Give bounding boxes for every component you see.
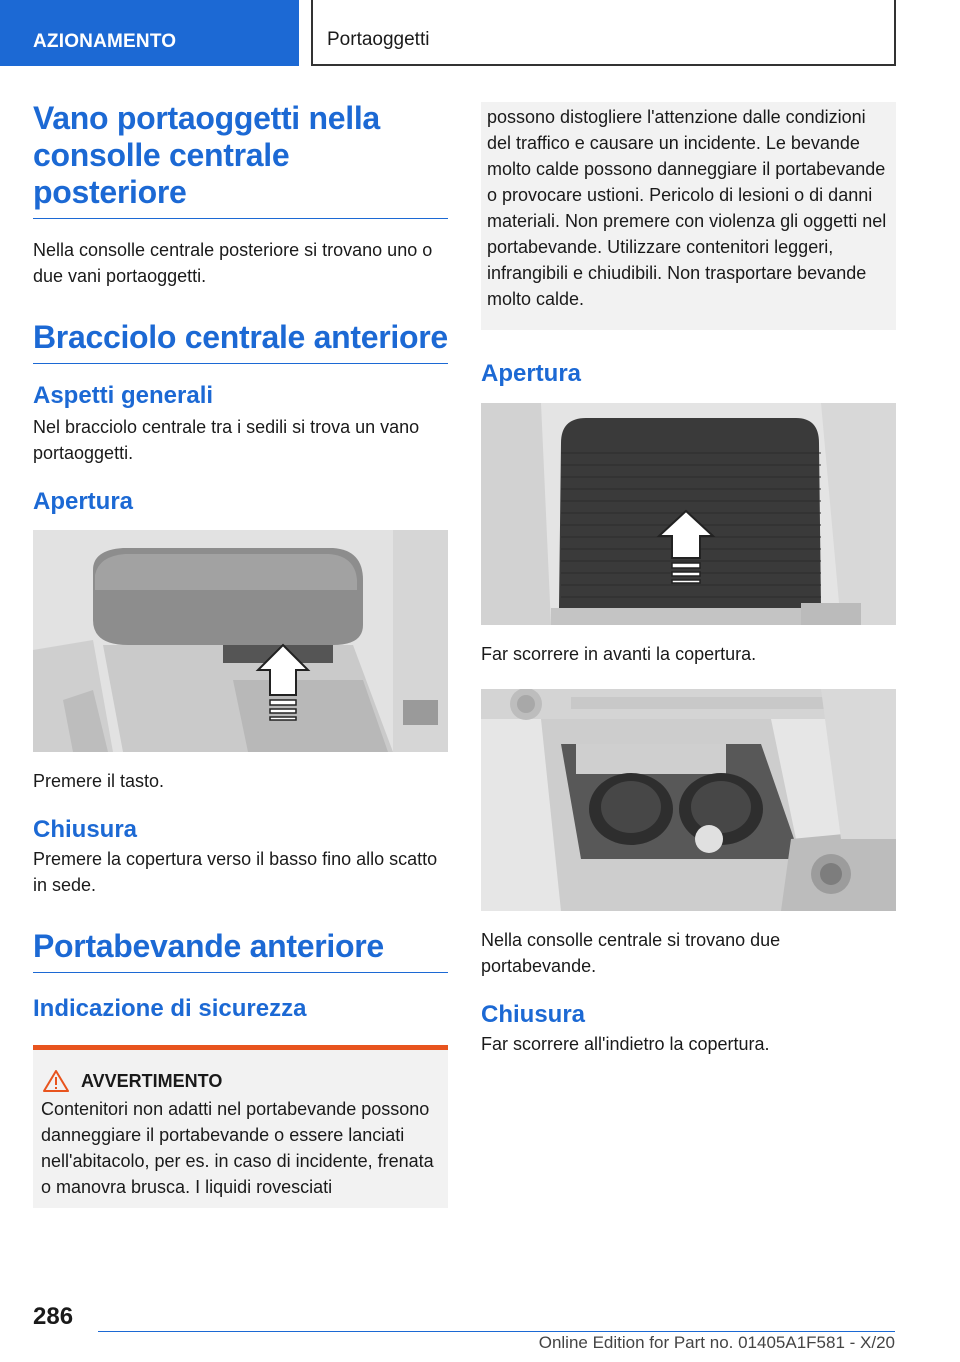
heading-opening-cupholder: Apertura bbox=[481, 360, 582, 387]
caption-slide-cover: Far scorrere in avanti la copertura. bbox=[481, 644, 757, 664]
cupholder-illustration bbox=[481, 689, 896, 911]
heading-general: Aspetti generali bbox=[33, 382, 214, 409]
warning-text: Contenitori non adatti nel portabevande possono danneggiare il portabevande o essere lanciati nell'abitacolo, per es. in caso di incidente, frenata o manovra brusca. I liquidi rovesciati bbox=[41, 1099, 434, 1197]
text-general: Nel bracciolo centrale tra i sedili si trova un vano portaoggetti. bbox=[33, 417, 420, 463]
heading-rear-console: Vano portaoggetti nella consolle centrale posteriore bbox=[33, 100, 448, 219]
page-number: 286 bbox=[33, 1303, 74, 1330]
warning-continued-box bbox=[481, 102, 896, 330]
caption-two-cupholders: Nella consolle centrale si trovano due portabevande. bbox=[481, 930, 781, 976]
heading-front-cupholder: Portabevande anteriore bbox=[33, 928, 448, 973]
warning-title: AVVERTIMENTO bbox=[81, 1070, 223, 1091]
section-label: AZIONAMENTO bbox=[0, 0, 299, 66]
warning-continued-text: possono distogliere l'attenzione dalle condizioni del traffico e causare un incidente. Le bevande molto calde possono danneggiare il portabevande o provocare ustioni. Pericolo di lesioni o di danni materiali. Non premere con violenza gli oggetti nel portabevande. Utilizzare contenitori leggeri, infrangibili e chiudibili. Non trasportare bevande molto calde. bbox=[487, 107, 887, 309]
text-closing-cupholder: Far scorrere all'indietro la copertura. bbox=[481, 1034, 770, 1054]
heading-opening-armrest: Apertura bbox=[33, 488, 134, 515]
page-header bbox=[0, 0, 960, 66]
heading-front-armrest: Bracciolo centrale anteriore bbox=[33, 319, 448, 364]
footer-divider bbox=[98, 1331, 895, 1332]
text-closing-armrest: Premere la copertura verso il basso fino allo scatto in sede. bbox=[33, 849, 438, 895]
warning-triangle-icon bbox=[43, 1070, 69, 1092]
footer-edition: Online Edition for Part no. 01405A1F581 - X/20 bbox=[538, 1333, 895, 1352]
heading-safety: Indicazione di sicurezza bbox=[33, 995, 307, 1022]
right-column bbox=[481, 102, 896, 1057]
text-rear-console: Nella consolle centrale posteriore si trovano uno o due vani portaoggetti. bbox=[33, 240, 433, 286]
chapter-title: Portaoggetti bbox=[311, 0, 896, 66]
cover-slide-illustration bbox=[481, 403, 896, 625]
warning-box bbox=[33, 1045, 448, 1208]
armrest-illustration bbox=[33, 530, 448, 752]
left-column bbox=[33, 100, 448, 1208]
heading-closing-cupholder: Chiusura bbox=[481, 1001, 586, 1028]
heading-closing-armrest: Chiusura bbox=[33, 816, 138, 843]
caption-press-button: Premere il tasto. bbox=[33, 771, 165, 791]
